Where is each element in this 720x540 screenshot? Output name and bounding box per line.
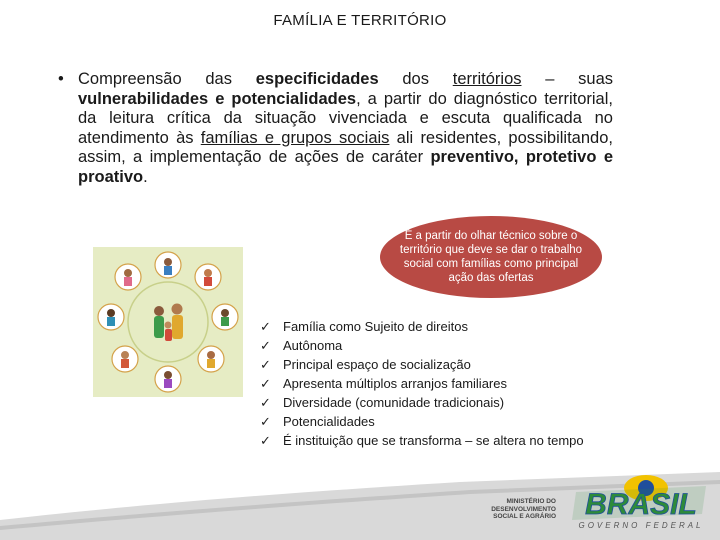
list-item [258, 355, 588, 374]
highlight-bubble [380, 216, 602, 298]
ministry-line: DESENVOLVIMENTO [491, 505, 556, 513]
brasil-flag-logo [566, 470, 716, 532]
bullet-segment-underline: famílias e grupos sociais [200, 128, 390, 147]
list-item-text: Autônoma [283, 338, 343, 353]
brand-word: BRASIL [585, 488, 697, 521]
ministry-line: SOCIAL E AGRÁRIO [493, 513, 556, 520]
main-bullet [58, 70, 613, 187]
list-item-text: Apresenta múltiplos arranjos familiares [283, 376, 507, 391]
bullet-segment: dos [378, 70, 453, 88]
list-item-text: Família como Sujeito de direitos [283, 319, 468, 334]
bullet-marker: • [58, 70, 64, 88]
ministry-line: MINISTÉRIO DO [506, 498, 556, 505]
list-item [258, 393, 588, 412]
bubble-text: É a partir do olhar técnico sobre o território que deve se dar o trabalho social com famílias como principal ação das ofertas [399, 230, 583, 284]
bullet-segment-bold: vulnerabilidades e potencialidades [78, 89, 357, 108]
bullet-segment: . [143, 167, 148, 186]
bullet-segment: ali residentes, possibilitando, assim, a implementação de ações de caráter [78, 128, 613, 166]
bullet-segment: Compreensão das [78, 70, 256, 88]
list-item-text: É instituição que se transforma – se altera no tempo [283, 433, 584, 448]
bullet-segment: – suas [521, 70, 614, 88]
list-item [258, 336, 588, 355]
community-circle-illustration [93, 247, 243, 397]
list-item [258, 412, 588, 431]
check-icon: ✓ [260, 338, 271, 353]
check-icon: ✓ [260, 357, 271, 372]
check-icon: ✓ [260, 433, 271, 448]
bullet-segment: , a partir do diagnóstico territorial, da leitura crítica da situação vivenciada e escuta qualificada no atendimento às [78, 89, 613, 147]
brand-sub: GOVERNO FEDERAL [578, 521, 704, 530]
list-item-text: Diversidade (comunidade tradicionais) [283, 395, 505, 410]
family-characteristics-list [258, 317, 588, 450]
bullet-segment-bold: preventivo, protetivo e proativo [78, 148, 613, 186]
page-title: FAMÍLIA E TERRITÓRIO [273, 12, 447, 29]
check-icon: ✓ [260, 414, 271, 429]
check-icon: ✓ [260, 395, 271, 410]
check-icon: ✓ [260, 319, 271, 334]
list-item [258, 374, 588, 393]
list-item-text: Principal espaço de socialização [283, 357, 471, 372]
list-item [258, 317, 588, 336]
bullet-segment-underline: territórios [452, 70, 522, 88]
bullet-text [78, 70, 613, 187]
list-item [258, 431, 588, 450]
bullet-segment-bold: especificidades [255, 70, 379, 88]
check-icon: ✓ [260, 376, 271, 391]
list-item-text: Potencialidades [283, 414, 375, 429]
ministry-label [466, 498, 556, 521]
